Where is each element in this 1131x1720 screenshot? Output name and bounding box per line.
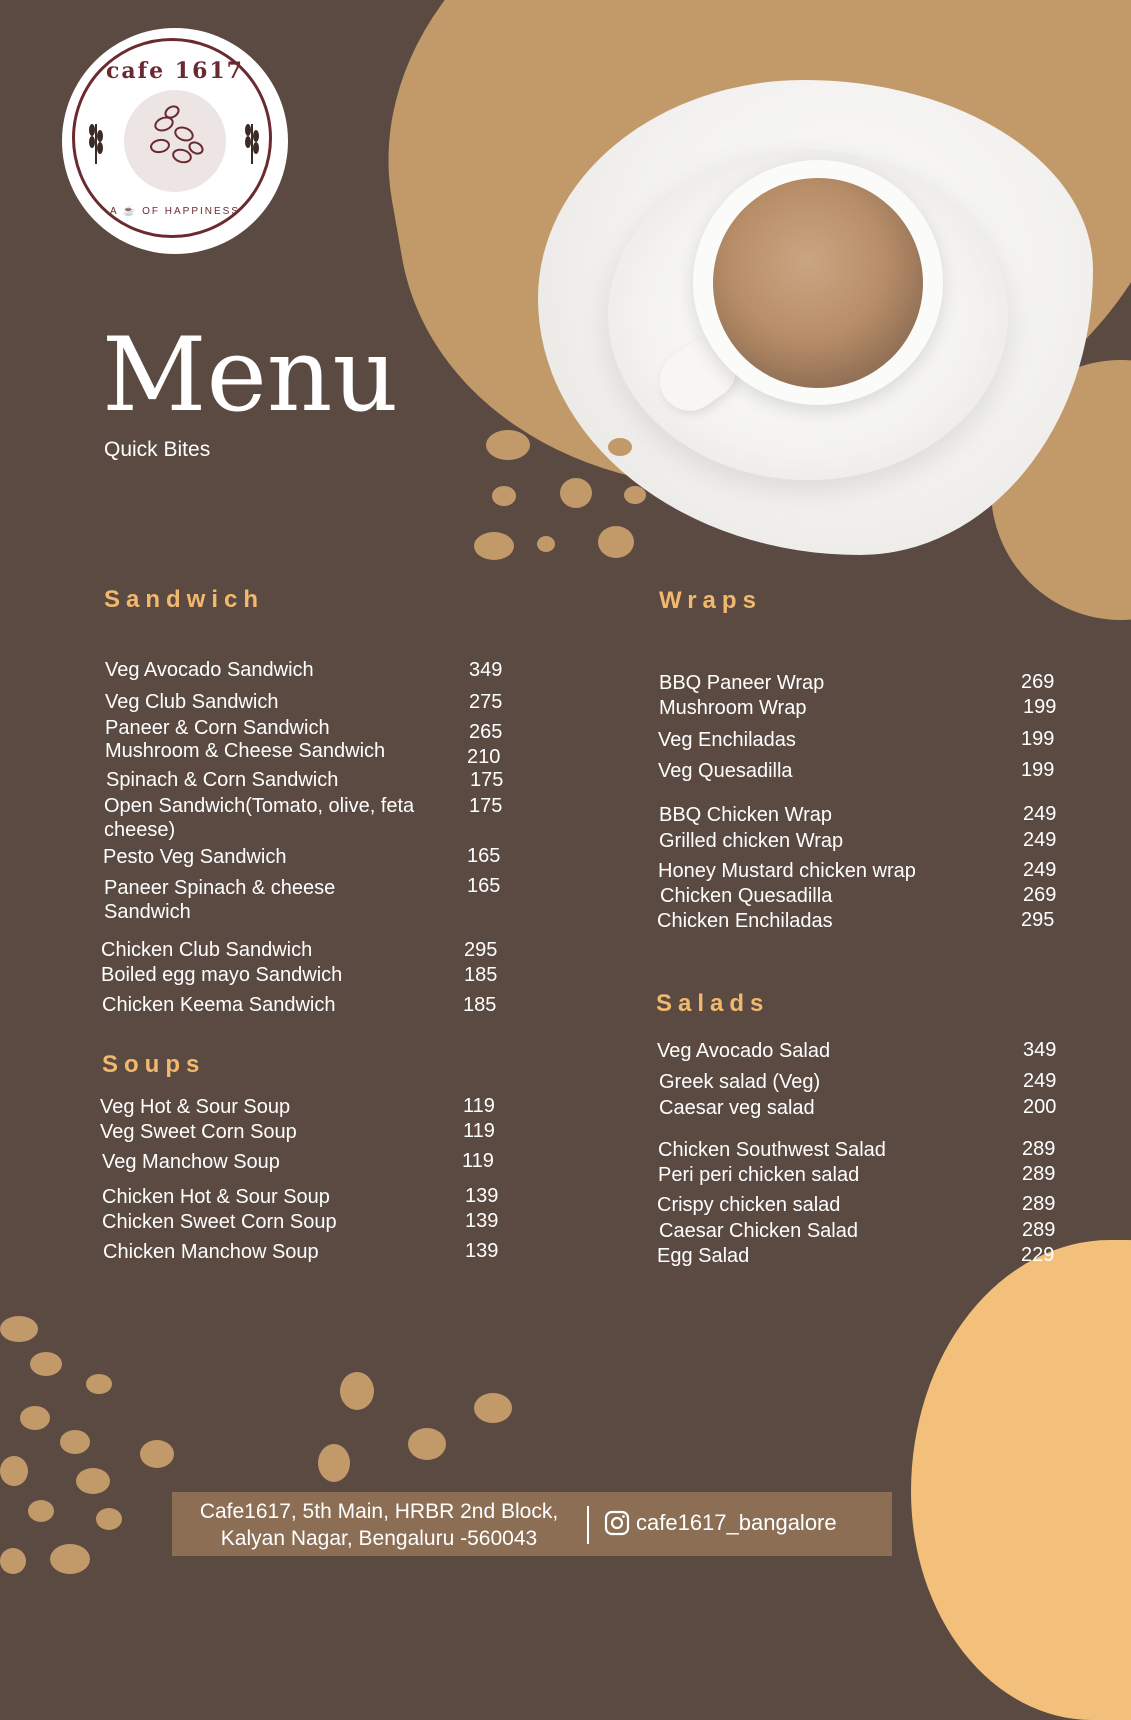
menu-item-price: 200 — [1023, 1096, 1057, 1118]
menu-item-name: Veg Avocado Salad — [657, 1040, 831, 1062]
coffee-bean-icon — [124, 90, 226, 192]
menu-item-name: Spinach & Corn Sandwich — [106, 769, 339, 791]
menu-item-name: Mushroom Wrap — [659, 697, 807, 719]
menu-item-name: Veg Hot & Sour Soup — [100, 1096, 291, 1118]
menu-item-price: 119 — [462, 1150, 494, 1172]
menu-item-price: 249 — [1023, 803, 1057, 825]
menu-item-price: 289 — [1022, 1138, 1056, 1160]
menu-item-price: 185 — [463, 994, 497, 1016]
decorative-blob-bottom — [911, 1240, 1131, 1720]
coffee-cup — [693, 160, 943, 405]
menu-item-name: Crispy chicken salad — [657, 1194, 841, 1216]
menu-item-price: 249 — [1023, 1070, 1057, 1092]
coffee-cup-photo — [538, 80, 1093, 555]
menu-item-name: Veg Quesadilla — [658, 760, 793, 782]
menu-item-name: Open Sandwich(Tomato, olive, feta cheese) — [104, 795, 415, 841]
menu-item-price: 175 — [470, 769, 504, 791]
instagram-icon[interactable] — [604, 1510, 630, 1536]
menu-item-name: Chicken Hot & Sour Soup — [102, 1186, 330, 1208]
section-title-soups: Soups — [102, 1051, 206, 1078]
menu-item-price: 289 — [1022, 1163, 1056, 1185]
menu-item-price: 175 — [469, 795, 503, 817]
coffee — [713, 178, 923, 388]
menu-item-name: Pesto Veg Sandwich — [103, 846, 287, 868]
logo-name: cafe 1617 — [105, 58, 244, 84]
menu-item-name: Chicken Club Sandwich — [101, 939, 313, 961]
menu-item-name: Veg Enchiladas — [658, 729, 796, 751]
logo-tagline: A ☕ OF HAPPINESS — [109, 206, 241, 217]
menu-item-price: 119 — [463, 1120, 495, 1142]
menu-item-name: Egg Salad — [657, 1245, 750, 1267]
menu-item-name: Veg Avocado Sandwich — [105, 659, 314, 681]
menu-item-name: Peri peri chicken salad — [658, 1164, 860, 1186]
menu-item-price: 199 — [1021, 728, 1055, 750]
wheat-right-icon — [244, 120, 260, 164]
footer-divider — [587, 1506, 589, 1544]
address-line-1: Cafe1617, 5th Main, HRBR 2nd Block, — [199, 1500, 559, 1523]
wheat-left-icon — [88, 120, 104, 164]
cafe-logo — [62, 28, 288, 254]
menu-item-name: Chicken Enchiladas — [657, 910, 833, 932]
menu-item-name: Mushroom & Cheese Sandwich — [105, 740, 386, 762]
menu-item-name: Veg Sweet Corn Soup — [100, 1121, 297, 1143]
menu-item-price: 269 — [1021, 671, 1055, 693]
menu-item-price: 289 — [1022, 1193, 1056, 1215]
menu-item-name: Chicken Keema Sandwich — [102, 994, 336, 1016]
menu-item-name: Chicken Quesadilla — [660, 885, 833, 907]
menu-item-price: 185 — [464, 964, 498, 986]
menu-item-price: 349 — [1023, 1039, 1057, 1061]
menu-item-price: 269 — [1023, 884, 1057, 906]
menu-item-name: Paneer Spinach & cheese Sandwich — [104, 877, 336, 923]
menu-item-price: 249 — [1023, 829, 1057, 851]
menu-item-price: 265 — [469, 721, 503, 743]
menu-item-name: Veg Club Sandwich — [105, 691, 279, 713]
section-title-sandwich: Sandwich — [104, 586, 265, 613]
menu-item-price: 139 — [465, 1240, 499, 1262]
menu-item-price: 229 — [1021, 1244, 1055, 1266]
menu-item-name: BBQ Chicken Wrap — [659, 804, 833, 826]
instagram-handle[interactable]: cafe1617_bangalore — [636, 1510, 837, 1535]
menu-item-price: 165 — [467, 845, 501, 867]
menu-item-name: Grilled chicken Wrap — [659, 830, 844, 852]
page-subtitle: Quick Bites — [104, 438, 211, 461]
footer-bar — [172, 1492, 892, 1556]
section-title-wraps: Wraps — [659, 587, 762, 614]
menu-item-price: 165 — [467, 875, 501, 897]
menu-item-name: Greek salad (Veg) — [659, 1071, 821, 1093]
menu-item-price: 295 — [1021, 909, 1055, 931]
menu-item-price: 349 — [469, 659, 503, 681]
address — [184, 1498, 574, 1552]
menu-item-name: Chicken Southwest Salad — [658, 1139, 886, 1161]
address-line-2: Kalyan Nagar, Bengaluru -560043 — [220, 1527, 538, 1550]
menu-item-price: 295 — [464, 939, 498, 961]
menu-item-name: Caesar Chicken Salad — [659, 1220, 858, 1242]
menu-item-name: Chicken Manchow Soup — [103, 1241, 319, 1263]
page-title: Menu — [102, 316, 399, 435]
menu-item-name: Chicken Sweet Corn Soup — [102, 1211, 337, 1233]
menu-item-name: Boiled egg mayo Sandwich — [101, 964, 343, 986]
menu-item-price: 199 — [1023, 696, 1057, 718]
menu-item-price: 289 — [1022, 1219, 1056, 1241]
menu-item-price: 199 — [1021, 759, 1055, 781]
menu-item-price: 249 — [1023, 859, 1057, 881]
menu-item-price: 210 — [467, 746, 501, 768]
menu-item-name: Paneer & Corn Sandwich — [105, 717, 330, 739]
menu-item-price: 119 — [463, 1095, 495, 1117]
section-title-salads: Salads — [656, 990, 770, 1017]
menu-item-name: Honey Mustard chicken wrap — [658, 860, 916, 882]
menu-item-name: Caesar veg salad — [659, 1097, 815, 1119]
menu-item-price: 139 — [465, 1210, 499, 1232]
menu-item-name: Veg Manchow Soup — [102, 1151, 280, 1173]
menu-item-price: 139 — [465, 1185, 499, 1207]
menu-item-price: 275 — [469, 691, 503, 713]
menu-item-name: BBQ Paneer Wrap — [659, 672, 825, 694]
